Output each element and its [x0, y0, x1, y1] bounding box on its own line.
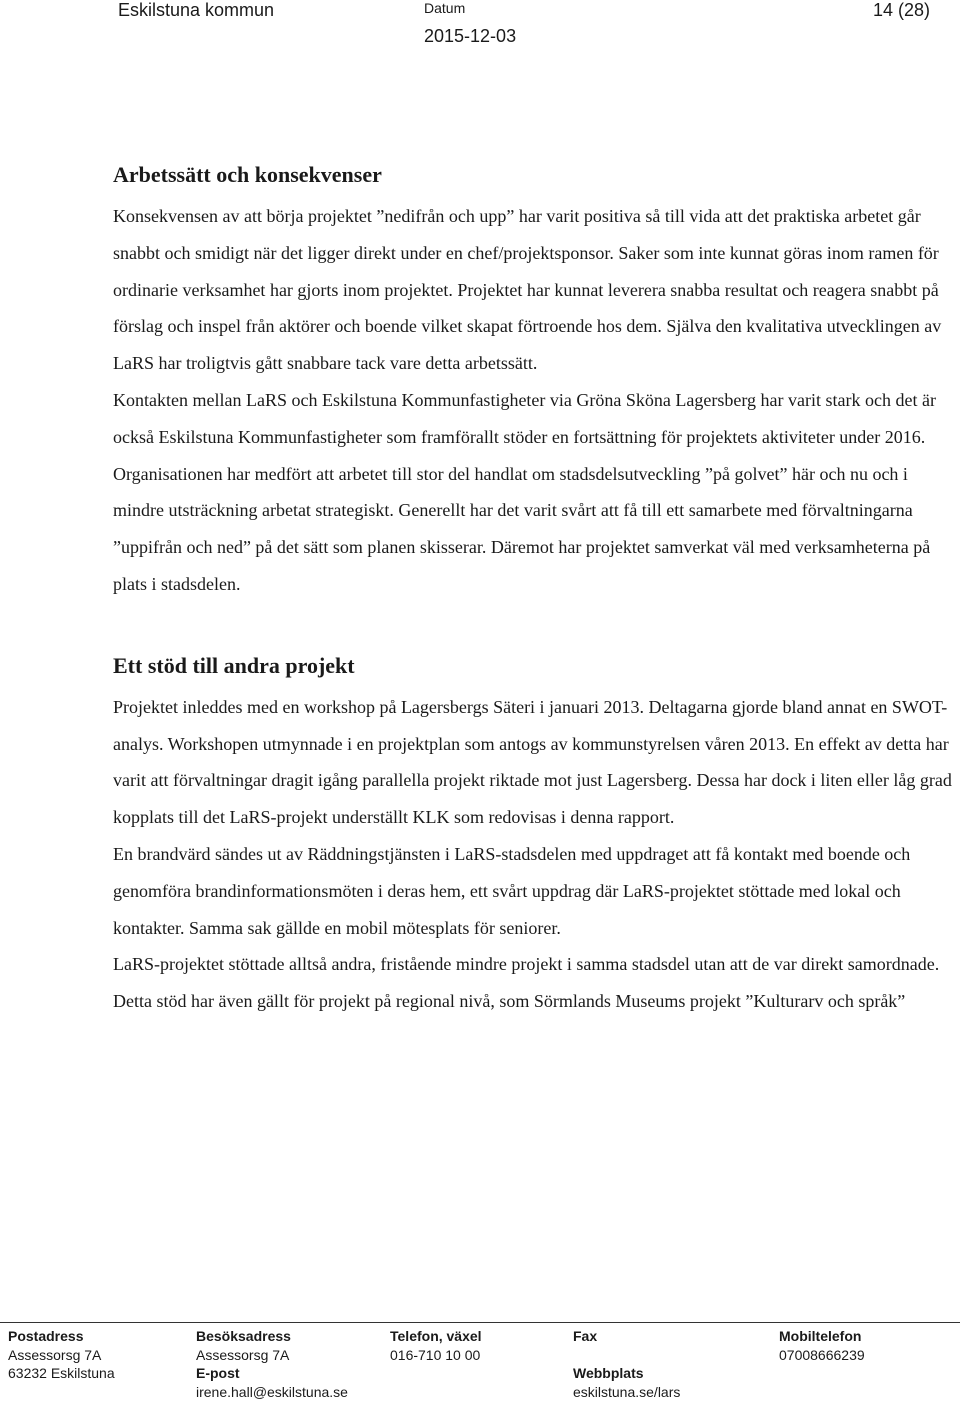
- footer-besoksadress: [196, 1327, 348, 1401]
- date-label: Datum: [424, 0, 466, 16]
- paragraph: Konsekvensen av att börja projektet ”nedifrån och upp” har varit positiva så till vida att det praktiska arbetet går snabbt och smidigt när det ligger direkt under en chef/projektsponsor. Saker som inte kunnat göras inom ramen för ordinarie verksamhet har gjorts inom projektet. Projektet har kunnat leverera snabba resultat och reagera snabbt på förslag och inspel från aktörer och boende vilket skapat förtroende hos dem. Själva den kvalitativa utvecklingen av LaRS har troligtvis gått snabbare tack vare detta arbetssätt.: [113, 206, 942, 374]
- paragraph: Organisationen har medfört att arbetet till stor del handlat om stadsdelsutveckling ”på golvet” här och nu och i mindre utsträckning arbetat strategiskt. Generellt har det varit svårt att få till ett samarbete med förvaltningarna ”uppifrån och ned” på det sätt som planen skisserar. Däremot har projektet samverkat väl med verksamheterna på plats i stadsdelen.: [113, 463, 931, 594]
- section-heading-stod: Ett stöd till andra projekt: [113, 652, 355, 678]
- webbplats-value[interactable]: eskilstuna.se/lars: [573, 1383, 681, 1400]
- page-header: [0, 0, 960, 60]
- document-body: [113, 158, 953, 1020]
- paragraph: En brandvärd sändes ut av Räddningstjänsten i LaRS-stadsdelen med uppdraget att få kontakt med boende och genomföra brandinformationsmöten i deras hem, ett svårt uppdrag där LaRS-projektet stöttade med lokal och kontakter. Samma sak gällde en mobil mötesplats för seniorer.: [113, 843, 911, 938]
- section-spacer: [113, 603, 953, 649]
- footer-postadress: [8, 1327, 115, 1383]
- postadress-label: Postadress: [8, 1328, 84, 1344]
- page-number: 14 (28): [872, 0, 930, 20]
- document-date: 2015-12-03: [424, 26, 517, 46]
- page-footer: [0, 1322, 960, 1402]
- footer-fax-webb: [573, 1327, 680, 1401]
- besoksadress-label: Besöksadress: [196, 1328, 291, 1344]
- paragraph: LaRS-projektet stöttade alltså andra, fristående mindre projekt i samma stadsdel utan att de var direkt samordnade.: [113, 954, 940, 975]
- fax-value-empty: [573, 1346, 680, 1365]
- telefon-label: Telefon, växel: [390, 1328, 482, 1344]
- webbplats-label: Webbplats: [573, 1365, 644, 1381]
- telefon-value: 016-710 10 00: [390, 1346, 481, 1363]
- paragraph: Detta stöd har även gällt för projekt på regional nivå, som Sörmlands Museums projekt ”Kulturarv och språk”: [113, 991, 906, 1012]
- organization-name: Eskilstuna kommun: [118, 0, 275, 20]
- besoksadress-street: Assessorsg 7A: [196, 1346, 290, 1363]
- fax-label: Fax: [573, 1328, 598, 1344]
- epost-label: E-post: [196, 1365, 240, 1381]
- paragraph: Kontakten mellan LaRS och Eskilstuna Kommunfastigheter via Gröna Sköna Lagersberg har varit stark och det är också Eskilstuna Kommunfastigheter som framförallt stöder en fortsättning för projektets aktiviteter under 2016.: [113, 389, 936, 447]
- postadress-street: Assessorsg 7A: [8, 1346, 102, 1363]
- mobil-label: Mobiltelefon: [779, 1328, 862, 1344]
- mobil-value: 07008666239: [779, 1346, 865, 1363]
- paragraph: Projektet inleddes med en workshop på Lagersbergs Säteri i januari 2013. Deltagarna gjorde bland annat en SWOT-analys. Workshopen utmynnade i en projektplan som antogs av kommunstyrelsen våren 2013. En effekt av detta har varit att förvaltningar dragit igång parallella projekt riktade mot just Lagersberg. Dessa har dock i liten eller låg grad kopplats till det LaRS-projekt underställt KLK som redovisas i denna rapport.: [113, 696, 952, 828]
- section-heading-arbetssatt: Arbetssätt och konsekvenser: [113, 162, 382, 187]
- footer-mobil: [779, 1327, 865, 1364]
- epost-value[interactable]: irene.hall@eskilstuna.se: [196, 1383, 348, 1400]
- postadress-city: 63232 Eskilstuna: [8, 1365, 115, 1381]
- footer-divider: [0, 1322, 960, 1323]
- footer-telefon: [390, 1327, 482, 1364]
